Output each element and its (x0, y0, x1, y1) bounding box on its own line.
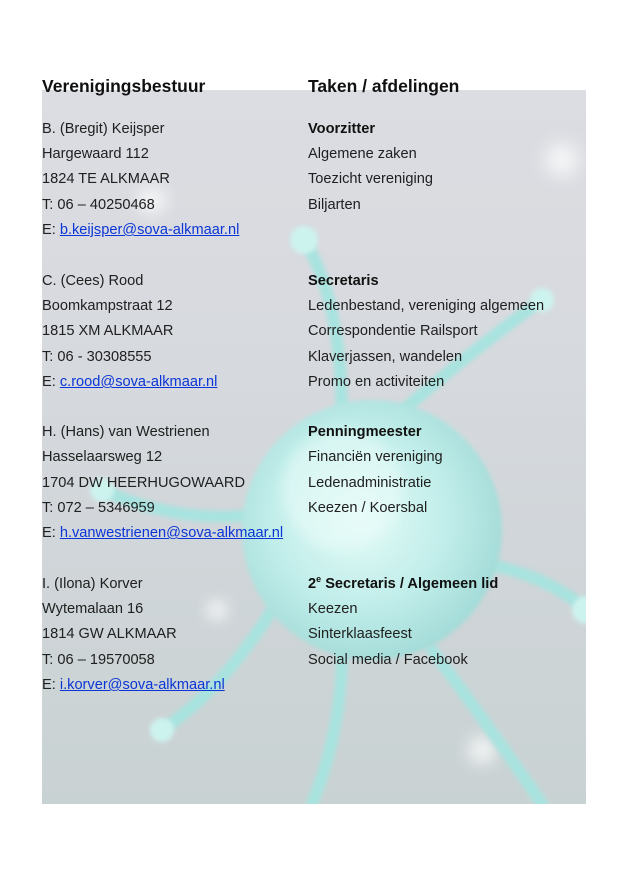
task-item: Sinterklaasfeest (308, 626, 412, 642)
task-item: Correspondentie Railsport (308, 323, 478, 339)
task-item: Keezen (308, 601, 358, 617)
member-name: I. (Ilona) Korver (42, 576, 143, 592)
member-city: 1824 TE ALKMAAR (42, 171, 170, 187)
member-email-row (42, 523, 283, 543)
task-item: Ledenadministratie (308, 475, 432, 491)
board-heading: Verenigingsbestuur (42, 76, 206, 96)
member-name: C. (Cees) Rood (42, 273, 144, 289)
member-name: H. (Hans) van Westrienen (42, 424, 210, 440)
member-street: Boomkampstraat 12 (42, 298, 173, 314)
email-link[interactable]: i.korver@sova-alkmaar.nl (59, 677, 225, 693)
task-item: Promo en activiteiten (308, 374, 445, 390)
task-item: Financiën vereniging (308, 449, 443, 465)
member-phone: T: 072 – 5346959 (42, 500, 155, 516)
email-prefix: E: (42, 222, 60, 238)
email-prefix: E: (42, 525, 60, 541)
member-role (308, 574, 498, 594)
role-text: Secretaris / Algemeen lid (321, 576, 499, 592)
member-city: 1704 DW HEERHUGOWAARD (42, 475, 245, 491)
member-street: Hasselaarsweg 12 (42, 449, 163, 465)
member-phone: T: 06 - 30308555 (42, 349, 152, 365)
email-link[interactable]: c.rood@sova-alkmaar.nl (59, 374, 218, 390)
tasks-heading: Taken / afdelingen (308, 76, 460, 96)
member-email-row (42, 372, 217, 392)
member-city: 1815 XM ALKMAAR (42, 323, 174, 339)
email-link[interactable]: b.keijsper@sova-alkmaar.nl (59, 222, 240, 238)
task-item: Biljarten (308, 197, 361, 213)
task-item: Keezen / Koersbal (308, 500, 428, 516)
role-number: 2 (308, 576, 317, 592)
email-prefix: E: (42, 677, 60, 693)
member-email-row (42, 675, 225, 695)
member-phone: T: 06 – 40250468 (42, 197, 155, 213)
task-item: Algemene zaken (308, 146, 417, 162)
member-street: Hargewaard 112 (42, 146, 149, 162)
member-city: 1814 GW ALKMAAR (42, 626, 177, 642)
member-role: Voorzitter (308, 121, 376, 137)
task-item: Social media / Facebook (308, 652, 468, 668)
task-item: Toezicht vereniging (308, 171, 433, 187)
email-prefix: E: (42, 374, 60, 390)
member-email-row (42, 220, 239, 240)
task-item: Ledenbestand, vereniging algemeen (308, 298, 545, 314)
member-role: Penningmeester (308, 424, 422, 440)
member-street: Wytemalaan 16 (42, 601, 144, 617)
email-link[interactable]: h.vanwestrienen@sova-alkmaar.nl (59, 525, 284, 541)
member-role: Secretaris (308, 273, 379, 289)
header-row (42, 76, 586, 100)
task-item: Klaverjassen, wandelen (308, 349, 463, 365)
member-name: B. (Bregit) Keijsper (42, 121, 165, 137)
member-phone: T: 06 – 19570058 (42, 652, 155, 668)
role-superscript: e (316, 574, 322, 585)
